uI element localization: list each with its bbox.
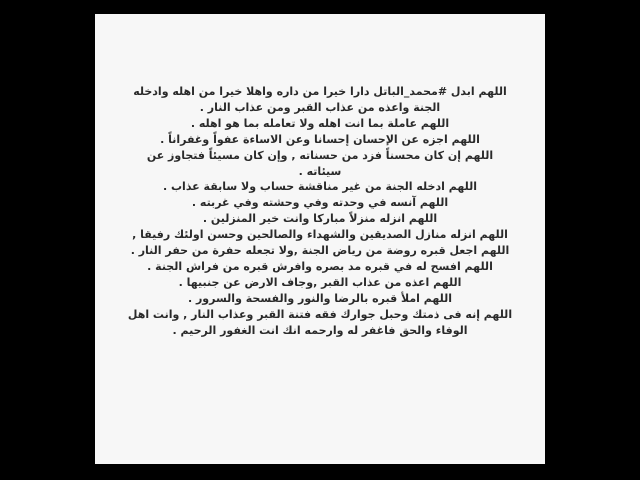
text-line: اللهم املأ قبره بالرضا والنور والفسحة والسرور . — [187, 291, 453, 305]
text-line: اللهم إن كان محسناً فزد من حسناته , وإن كان مسيئاً فتجاوز عن — [146, 148, 494, 162]
text-line: اللهم اجزه عن الإحسان إحسانا وعن الاساءة عفواً وغفراناً . — [160, 132, 480, 146]
prayer-text-block — [109, 84, 531, 339]
text-line: اللهم انزله منزلاً مباركا وانت خير المنزلين . — [202, 212, 438, 226]
text-line: الوفاء والحق فاغفر له وارحمه انك انت الغفور الرحيم . — [172, 323, 468, 337]
text-line: اللهم ادخله الجنة من غير مناقشة حساب ولا سابقة عذاب . — [163, 180, 477, 194]
text-line: اللهم افسح له في قبره مد بصره وافرش قبره من فراش الجنة . — [147, 259, 493, 273]
text-line: اللهم اجعل قبره روضة من رياض الجنة ,ولا تجعله حفرة من حفر النار . — [130, 244, 510, 258]
text-line: سيئاته . — [298, 164, 342, 178]
text-line: اللهم ابدل #محمد_الباتل دارا خيرا من داره واهلا خيرا من اهله وادخله — [133, 85, 507, 98]
text-line: اللهم انزله منازل الصديقين والشهداء والصالحين وحسن اولئك رفيقا , — [132, 228, 508, 242]
text-line: اللهم عاملة بما انت اهله ولا تعامله بما هو اهله . — [190, 116, 450, 130]
text-line: اللهم اعذه من عذاب القبر ,وجاف الارض عن جنبيها . — [178, 275, 462, 289]
document-page — [95, 14, 545, 464]
text-line: اللهم إنه فى ذمتك وحبل جوارك فقه فتنة القبر وعذاب النار , وانت اهل — [127, 307, 513, 321]
text-line: اللهم آنسه في وحدته وفي وحشته وفي غربته . — [191, 196, 449, 210]
text-line: الجنة واعذه من عذاب القبر ومن عذاب النار . — [199, 100, 441, 114]
